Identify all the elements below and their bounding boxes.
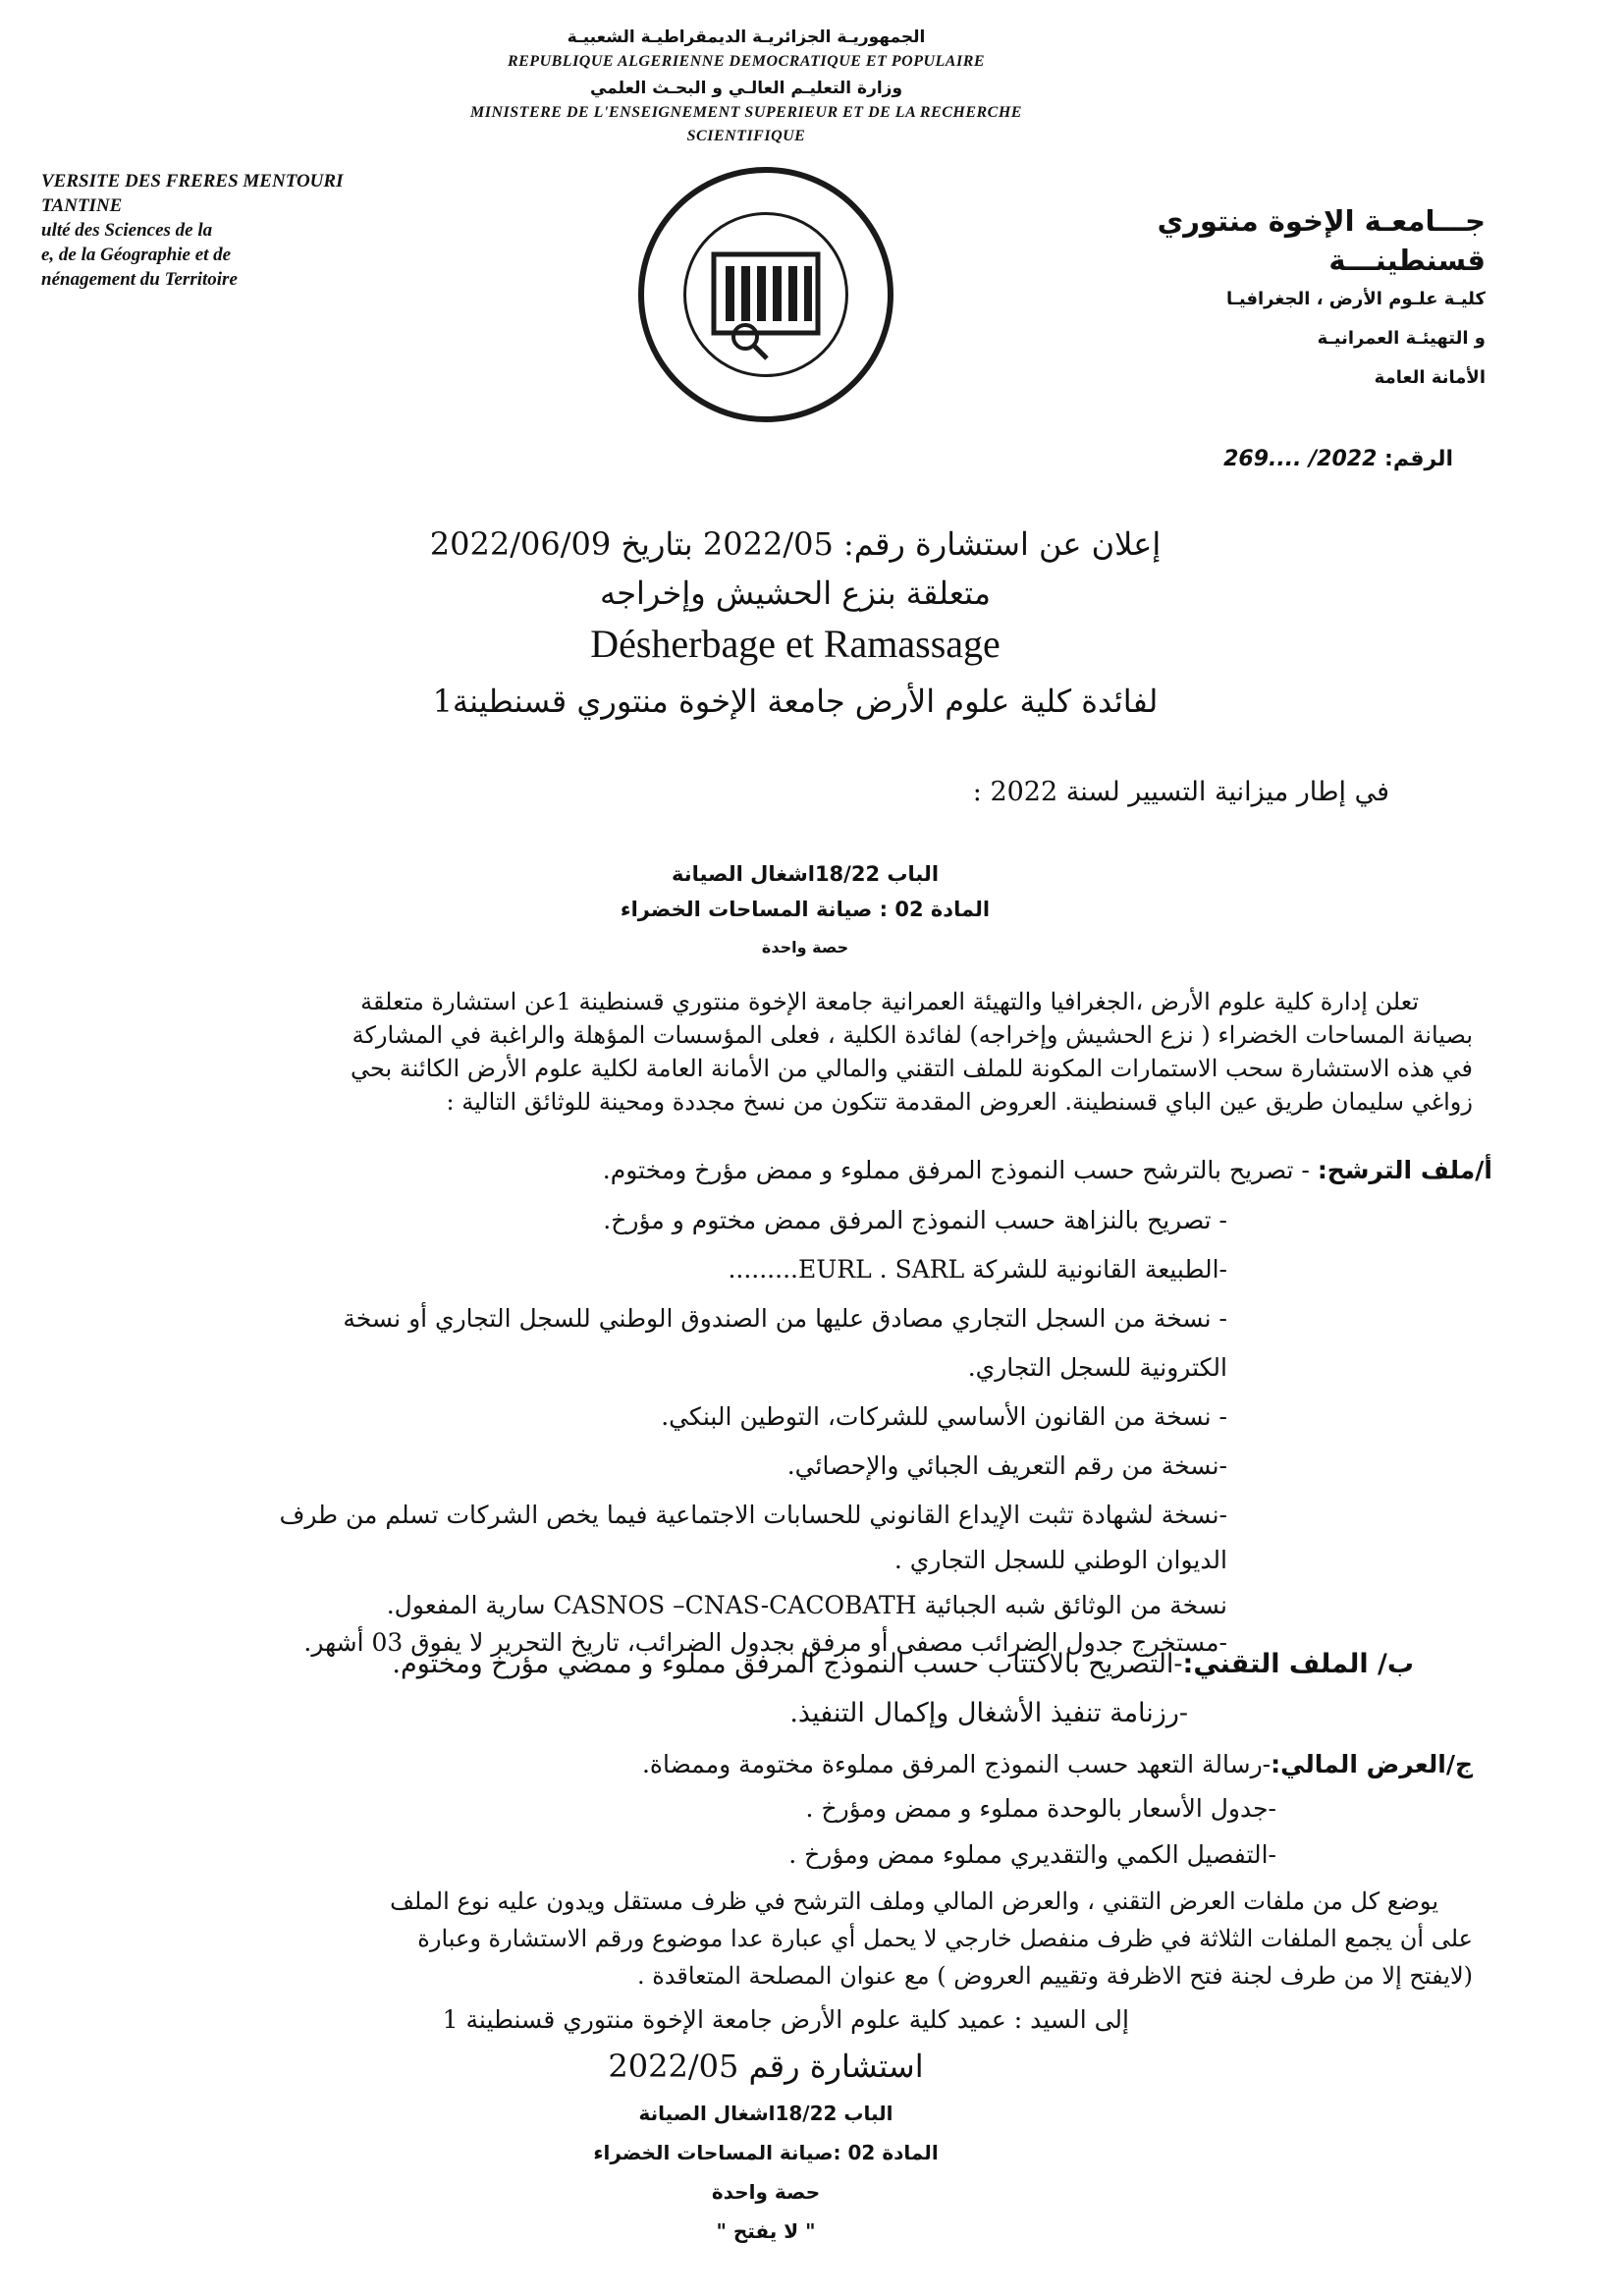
department-name: الأمانة العامة <box>1374 367 1486 388</box>
announcement-title: إعلان عن استشارة رقم: 2022/05 بتاريخ 2022/06/09 <box>429 525 1162 563</box>
candidacy-label: أ/ملف الترشح: <box>1317 1156 1492 1184</box>
technical-item: -التصريح بالاكتتاب حسب النموذج المرفق مملوء و ممضي مؤرخ ومختوم. <box>392 1649 1183 1679</box>
intro-line: في هذه الاستشارة سحب الاستمارات المكونة للملف التقني والمالي من الأمانة العامة لكلية علوم الأرض الكائنة بحي <box>351 1055 1473 1082</box>
candidacy-item: - تصريح بالنزاهة حسب النموذج المرفق ممض مختوم و مؤرخ. <box>603 1206 1227 1234</box>
candidacy-item: -الطبيعة القانونية للشركة EURL . SARL......... <box>728 1255 1227 1284</box>
closing-line: (لايفتح إلا من طرف لجنة فتح الاظرفة وتقييم العروض ) مع عنوان المصلحة المتعاقدة . <box>636 1962 1473 1990</box>
technical-label: ب/ الملف التقني: <box>1182 1649 1414 1679</box>
seal-building-icon <box>686 215 845 374</box>
candidacy-item: نسخة من الوثائق شبه الجبائية CASNOS –CNAS-CACOBATH سارية المفعول. <box>386 1591 1227 1619</box>
header-fr-republic: REPUBLIQUE ALGERIENNE DEMOCRATIQUE ET POPULAIRE <box>507 53 986 70</box>
candidacy-list <box>98 1203 1227 1661</box>
candidacy-item: - تصريح بالترشح حسب النموذج المرفق مملوء و ممض مؤرخ ومختوم. <box>602 1156 1318 1184</box>
university-city: قسنطينـــة <box>1328 244 1486 277</box>
closing-paragraph <box>137 1883 1473 1995</box>
seal-inner-ring <box>683 212 848 377</box>
faculty-name-cont: و التهيئـة العمرانيـة <box>1317 328 1486 349</box>
lot-heading: حصة واحدة <box>761 938 849 957</box>
faculty-name: كليـة علـوم الأرض ، الجغرافيـا <box>1225 289 1486 309</box>
announcement-subject-fr: Désherbage et Ramassage <box>590 622 1001 666</box>
candidacy-item: - نسخة من القانون الأساسي للشركات، التوطين البنكي. <box>661 1402 1227 1431</box>
faculty-fr-line: TANTINE <box>41 195 123 216</box>
intro-line: زواغي سليمان طريق عين الباي قسنطينة. العروض المقدمة تتكون من نسخ مجددة ومحينة للوثائق التالية : <box>446 1088 1473 1116</box>
envelope-article: المادة 02 :صيانة المساحات الخضراء <box>593 2141 939 2164</box>
reference-value: 2022/ ....269 <box>1223 447 1378 471</box>
envelope-lot: حصة واحدة <box>711 2180 821 2204</box>
financial-label: ج/العرض المالي: <box>1271 1750 1473 1778</box>
candidacy-item: -نسخة من رقم التعريف الجبائي والإحصائي. <box>786 1451 1227 1480</box>
announcement-subject: متعلقة بنزع الحشيش وإخراجه <box>600 574 991 612</box>
candidacy-item: الديوان الوطني للسجل التجاري . <box>893 1546 1227 1574</box>
envelope-consult-number: استشارة رقم 2022/05 <box>608 2048 924 2085</box>
reference-number <box>1129 447 1453 471</box>
financial-first-line <box>471 1748 1473 1781</box>
chapter-heading: الباب 18/22اشغال الصيانة <box>671 862 940 886</box>
intro-line: تعلن إدارة كلية علوم الأرض ،الجغرافيا والتهيئة العمرانية جامعة الإخوة منتوري قسنطينة 1عن استشارة متعلقة <box>360 988 1419 1015</box>
intro-paragraph <box>98 985 1473 1119</box>
envelope-chapter: الباب 18/22اشغال الصيانة <box>638 2102 893 2125</box>
envelope-do-not-open: " لا يفتح " <box>716 2219 816 2243</box>
article-heading: المادة 02 : صيانة المساحات الخضراء <box>620 898 991 921</box>
header-fr-ministry-1: MINISTERE DE L'ENSEIGNEMENT SUPERIEUR ET DE LA RECHERCHE <box>470 104 1022 121</box>
candidacy-item: الكترونية للسجل التجاري. <box>967 1353 1227 1382</box>
intro-line: بصيانة المساحات الخضراء ( نزع الحشيش وإخراجه) لفائدة الكلية ، فعلى المؤسسات المؤهلة والراغبة في المشاركة <box>352 1021 1473 1049</box>
candidacy-first-line <box>373 1154 1492 1187</box>
university-name: جـــامعـة الإخوة منتوري <box>1157 204 1486 238</box>
announcement-beneficiary: لفائدة كلية علوم الأرض جامعة الإخوة منتوري قسنطينة1 <box>432 683 1159 720</box>
financial-item: -جدول الأسعار بالوحدة مملوء و ممض ومؤرخ . <box>805 1794 1276 1823</box>
financial-item: -التفصيل الكمي والتقديري مملوء ممض ومؤرخ . <box>788 1840 1276 1869</box>
university-seal-logo <box>638 167 893 422</box>
faculty-fr-block <box>41 169 343 292</box>
closing-line: يوضع كل من ملفات العرض التقني ، والعرض المالي وملف الترشح في ظرف مستقل ويدون عليه نوع الملف <box>390 1887 1438 1915</box>
financial-item: -رسالة التعهد حسب النموذج المرفق مملوءة مختومة وممضاة. <box>641 1750 1271 1778</box>
reference-label: الرقم: <box>1384 447 1453 471</box>
faculty-ar-block <box>1080 201 1486 398</box>
header-ar-ministry: وزارة التعليـم العالـي و البحـث العلمي <box>589 79 903 98</box>
addressee-line: إلى السيد : عميد كلية علوم الأرض جامعة الإخوة منتوري قسنطينة 1 <box>442 2005 1129 2034</box>
faculty-fr-line: nénagement du Territoire <box>41 269 238 290</box>
header-fr-ministry-2: SCIENTIFIQUE <box>686 128 806 144</box>
faculty-fr-line: e, de la Géographie et de <box>41 245 232 265</box>
header-ar-republic: الجمهوريـة الجزائريـة الديمقراطيـة الشعبيـة <box>567 27 926 47</box>
closing-line: على أن يجمع الملفات الثلاثة في ظرف منفصل خارجي لا يحمل أي عبارة عدا موضوع ورقم الاستشارة وعبارة <box>417 1925 1473 1952</box>
technical-item: -رزنامة تنفيذ الأشغال وإكمال التنفيذ. <box>789 1698 1188 1728</box>
candidacy-item: -مستخرج جدول الضرائب مصفى أو مرفق بجدول الضرائب، تاريخ التحرير لا يفوق 03 أشهر. <box>303 1628 1227 1657</box>
budget-line: في إطار ميزانية التسيير لسنة 2022 : <box>972 777 1389 807</box>
technical-first-line <box>196 1648 1414 1681</box>
faculty-fr-line: VERSITE DES FRERES MENTOURI <box>41 171 344 191</box>
candidacy-item: -نسخة لشهادة تثبت الإيداع القانوني للحسابات الاجتماعية فيما يخص الشركات تسلم من طرف <box>279 1501 1227 1529</box>
faculty-fr-line: ulté des Sciences de la <box>41 220 213 241</box>
candidacy-item: - نسخة من السجل التجاري مصادق عليها من الصندوق الوطني للسجل التجاري أو نسخة <box>343 1304 1227 1333</box>
